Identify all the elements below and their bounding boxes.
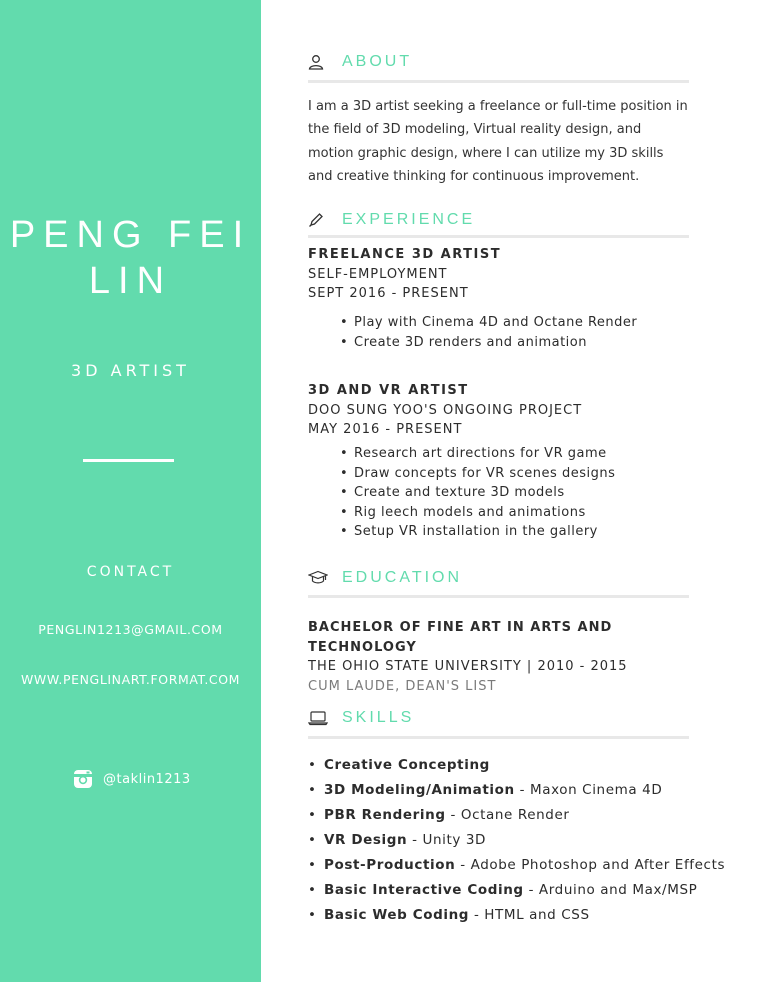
job-bullets [340,444,615,542]
person-name [0,212,261,304]
instagram-icon [73,769,93,789]
job-dates: MAY 2016 - PRESENT [308,422,463,438]
job-dates: SEPT 2016 - PRESENT [308,286,469,302]
skill-detail: - Unity 3D [407,832,487,848]
honors: CUM LAUDE, DEAN'S LIST [308,678,497,694]
email-link[interactable]: PENGLIN1213@GMAIL.COM [38,622,223,637]
instagram-handle: @taklin1213 [103,771,191,787]
skill-name: Creative Concepting [324,757,490,773]
job-entry [308,381,582,440]
sidebar-divider [83,459,174,462]
contact-heading: CONTACT [86,564,175,580]
list-item [308,853,725,878]
skill-name: 3D Modeling/Animation [324,782,515,798]
sidebar [0,0,261,982]
list-item: • Draw concepts for VR scenes designs [340,464,615,484]
experience-rule [308,235,689,238]
list-item: • Rig leech models and animations [340,503,615,523]
name-line-2: LIN [88,260,173,302]
job-role: FREELANCE 3D ARTIST [308,247,502,262]
experience-heading-label: EXPERIENCE [342,211,476,228]
list-item [308,753,725,778]
job-bullets [340,313,637,352]
school: THE OHIO STATE UNIVERSITY | 2010 - 2015 [308,659,628,675]
about-text: I am a 3D artist seeking a freelance or full-time position in the field of 3D modeling, Virtual reality design, and motion graphic design, where I can utilize my 3D skills and creative thinking for continuous improvement. [308,99,688,184]
job-entry [308,245,501,304]
skill-detail: - Arduino and Max/MSP [523,882,698,898]
skills-list [308,753,725,928]
list-item [308,778,725,803]
list-item: • Research art directions for VR game [340,444,615,464]
skill-name: VR Design [324,832,408,848]
skill-name: Basic Interactive Coding [324,882,524,898]
job-title: 3D ARTIST [71,361,190,380]
list-item: • Create 3D renders and animation [340,333,637,353]
skills-heading [308,709,414,727]
education-rule [308,595,689,598]
job-org: SELF-EMPLOYMENT [308,266,448,282]
about-heading-label: ABOUT [342,53,413,70]
pencil-icon [308,211,330,229]
graduation-cap-icon [308,569,330,587]
skill-name: Post-Production [324,857,456,873]
education-entry [308,618,698,696]
experience-heading [308,211,475,229]
list-item [308,803,725,828]
skill-name: Basic Web Coding [324,907,470,923]
list-item: • Create and texture 3D models [340,483,615,503]
degree: BACHELOR OF FINE ART IN ARTS AND TECHNOLOGY [308,620,613,655]
laptop-icon [308,709,330,727]
list-item: • Setup VR installation in the gallery [340,522,615,542]
job-role: 3D AND VR ARTIST [308,383,469,398]
website-link[interactable]: WWW.PENGLINART.FORMAT.COM [20,672,241,687]
about-rule [308,80,689,83]
skill-name: PBR Rendering [324,807,446,823]
list-item [308,878,725,903]
job-org: DOO SUNG YOO'S ONGOING PROJECT [308,402,583,418]
name-line-1: PENG FEI [9,214,252,256]
education-heading-label: EDUCATION [342,569,463,586]
about-heading [308,53,412,71]
skill-detail: - HTML and CSS [469,907,590,923]
skills-rule [308,736,689,739]
instagram-contact[interactable] [73,769,191,789]
list-item [308,903,725,928]
education-heading [308,569,462,587]
person-icon [308,53,330,71]
skills-heading-label: SKILLS [342,709,415,726]
skill-detail: - Maxon Cinema 4D [514,782,663,798]
skill-detail: - Adobe Photoshop and After Effects [455,857,726,873]
list-item [308,828,725,853]
list-item: • Play with Cinema 4D and Octane Render [340,313,637,333]
skill-detail: - Octane Render [445,807,570,823]
